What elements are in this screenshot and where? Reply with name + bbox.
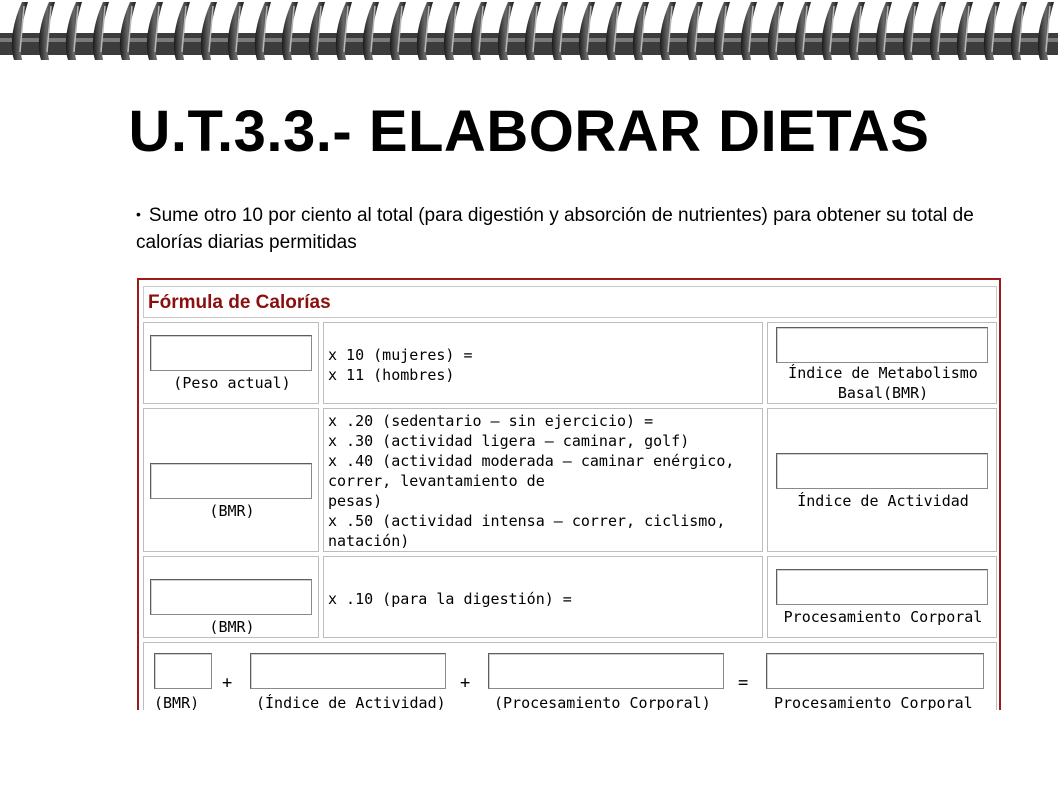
sum-total-label: Procesamiento Corporal	[774, 694, 973, 710]
bullet-marker: •	[136, 206, 141, 222]
bmr-digestion-label: (BMR)	[209, 618, 255, 636]
formula-title: Fórmula de Calorías	[143, 286, 997, 318]
row2-left-cell	[143, 408, 319, 552]
sum-bmr-label: (BMR)	[154, 694, 200, 710]
plus-operator-2: +	[460, 673, 471, 693]
activity-multiplier-text: x .20 (sedentario – sin ejercicio) = x .30 (actividad ligera – caminar, golf) x .40 (actividad moderada – caminar enérgico, correr, levantamiento de pesas) x .50 (actividad intensa – correr, ciclismo, natación)	[328, 412, 735, 550]
peso-actual-label: (Peso actual)	[173, 374, 291, 392]
activity-index-input[interactable]	[776, 453, 988, 489]
row1-middle-cell	[323, 322, 763, 404]
row1-left-cell	[143, 322, 319, 404]
row3-middle-cell	[323, 556, 763, 638]
spiral-binding	[0, 0, 1058, 70]
sum-row-cell	[143, 642, 997, 710]
peso-actual-input[interactable]	[150, 335, 312, 371]
sum-activity-input[interactable]	[250, 653, 446, 689]
body-processing-label: Procesamiento Corporal	[783, 608, 983, 626]
slide-title: U.T.3.3.- ELABORAR DIETAS	[128, 99, 930, 164]
bmr-multiplier-text: x 10 (mujeres) = x 11 (hombres)	[328, 346, 473, 384]
activity-index-label: Índice de Actividad	[797, 492, 969, 510]
plus-operator-1: +	[222, 673, 233, 693]
digestion-multiplier-text: x .10 (para la digestión) =	[328, 590, 572, 608]
calorie-formula-panel	[137, 278, 1001, 710]
bmr-activity-label: (BMR)	[209, 502, 255, 520]
bmr-result-input[interactable]	[776, 327, 988, 363]
bullet-text: Sume otro 10 por ciento al total (para digestión y absorción de nutrientes) para obtener su total de calorías diarias permitidas	[136, 205, 974, 253]
sum-processing-input[interactable]	[488, 653, 724, 689]
bmr-activity-input[interactable]	[150, 463, 312, 499]
body-processing-input[interactable]	[776, 569, 988, 605]
row1-right-cell	[767, 322, 997, 404]
sum-total-input[interactable]	[766, 653, 984, 689]
row2-middle-cell	[323, 408, 763, 552]
row2-right-cell	[767, 408, 997, 552]
bmr-result-label: Índice de Metabolismo Basal(BMR)	[788, 364, 978, 402]
bullet-paragraph	[136, 201, 1016, 256]
row3-left-cell	[143, 556, 319, 638]
row3-right-cell	[767, 556, 997, 638]
equals-operator: =	[738, 673, 749, 693]
bmr-digestion-input[interactable]	[150, 579, 312, 615]
sum-bmr-input[interactable]	[154, 653, 212, 689]
sum-processing-label: (Procesamiento Corporal)	[494, 694, 711, 710]
sum-activity-label: (Índice de Actividad)	[256, 694, 446, 710]
